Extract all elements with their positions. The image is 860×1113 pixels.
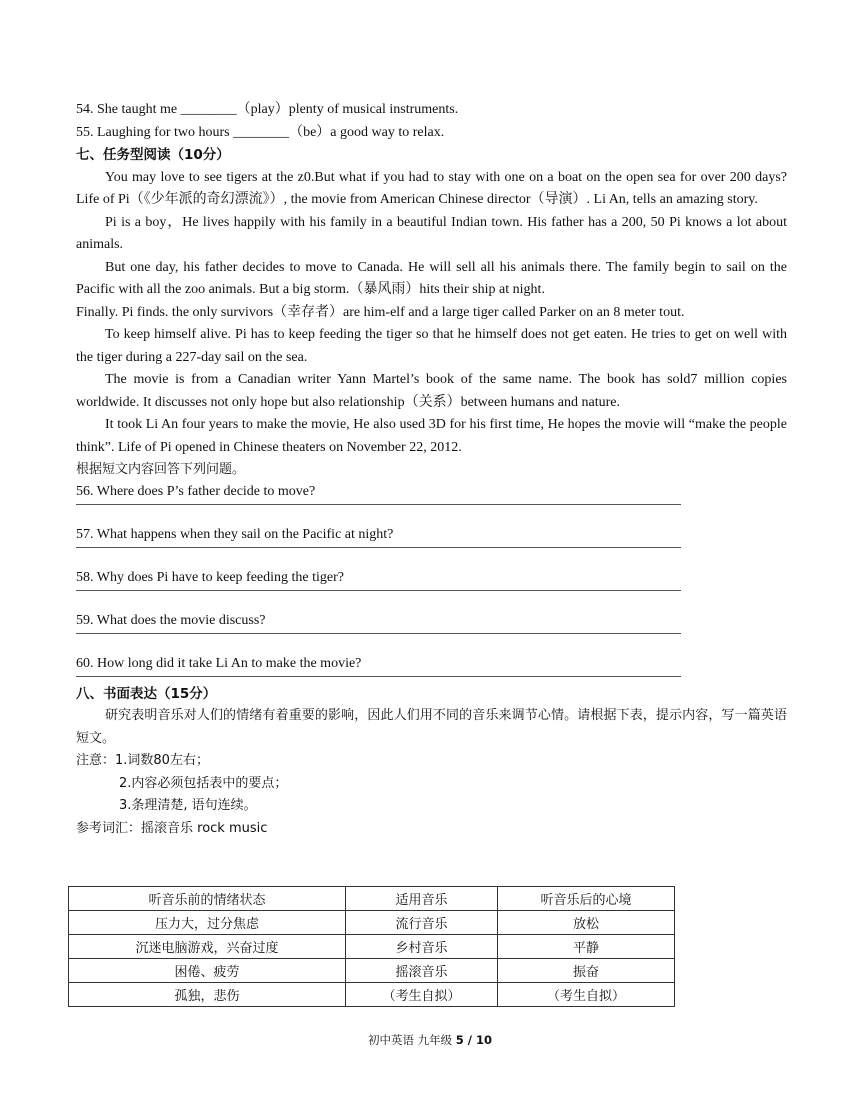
table-cell: 压力大，过分焦虑 [69, 911, 346, 935]
question-59: 59. What does the movie discuss? [76, 612, 266, 628]
table-row [69, 935, 675, 959]
table-row [69, 911, 675, 935]
reading-paragraph-3: But one day, his father decides to move to Canada. He will sell all his animals there. The family begin to sail on the Pacific with all the zoo animals. But a big storm.（暴风雨）hits their ship at night. [76, 259, 787, 297]
question-56: 56. Where does P’s father decide to move? [76, 483, 316, 499]
mood-music-table [68, 886, 675, 1007]
page-footer [0, 1032, 860, 1048]
table-cell: 振奋 [498, 959, 675, 983]
reading-instruction: 根据短文内容回答下列问题。 [76, 462, 246, 477]
writing-note-3: 3.条理清楚, 语句连续。 [119, 798, 257, 813]
answer-questions [76, 482, 787, 677]
table-cell: 放松 [498, 911, 675, 935]
section-7-title: 七、任务型阅读（10分） [76, 147, 230, 163]
writing-note-2: 2.内容必须包括表中的要点； [119, 775, 288, 791]
table-cell: 沉迷电脑游戏，兴奋过度 [69, 935, 346, 959]
answer-line-59[interactable] [76, 633, 681, 634]
table-cell: （考生自拟） [346, 983, 498, 1007]
answer-line-58[interactable] [76, 590, 681, 591]
table-cell: 摇滚音乐 [346, 959, 498, 983]
table-cell: 孤独，悲伤 [69, 983, 346, 1007]
question-58: 58. Why does Pi have to keep feeding the tiger? [76, 569, 344, 585]
answer-line-60[interactable] [76, 676, 681, 677]
section-8-title: 八、书面表达（15分） [76, 685, 217, 702]
table-cell: 困倦、疲劳 [69, 959, 346, 983]
table-cell: 平静 [498, 935, 675, 959]
reading-paragraph-6: The movie is from a Canadian writer Yann Martel’s book of the same name. The book has sold7 million copies worldwide. It discusses not only hope but also relationship（关系）between humans and nature. [76, 372, 787, 410]
table-row [69, 959, 675, 983]
table-header-cell: 听音乐后的心境 [498, 887, 675, 911]
table-row [69, 983, 675, 1007]
question-60: 60. How long did it take Li An to make the movie? [76, 655, 362, 671]
table-cell: 乡村音乐 [346, 935, 498, 959]
table-cell: 流行音乐 [346, 911, 498, 935]
writing-vocab: 参考词汇：摇滚音乐 rock music [76, 820, 268, 836]
reading-paragraph-1: You may love to see tigers at the z0.But what if you had to stay with one on a boat on the open sea for over 200 days? Life of Pi（《少年派的奇幻漂流》）, the movie from American Chinese director（导演）. Li An, tells an amazing story. [76, 169, 787, 207]
table-cell: （考生自拟） [498, 983, 675, 1007]
page-number: 5 / 10 [455, 1033, 493, 1047]
table-header-cell: 适用音乐 [346, 887, 498, 911]
footer-label: 初中英语 九年级 [367, 1033, 456, 1047]
table-header-cell: 听音乐前的情绪状态 [69, 887, 346, 911]
reading-paragraph-7: It took Li An four years to make the movie, He also used 3D for his first time, He hopes the movie will “make the people think”. Life of Pi opened in Chinese theaters on November 22, 2012. [76, 417, 787, 455]
writing-note-1: 注意：1.词数80左右； [76, 753, 209, 768]
answer-line-56[interactable] [76, 504, 681, 505]
writing-prompt: 研究表明音乐对人们的情绪有着重要的影响，因此人们用不同的音乐来调节心情。请根据下表，提示内容，写一篇英语短文。 [76, 708, 787, 746]
question-57: 57. What happens when they sail on the Pacific at night? [76, 526, 394, 542]
reading-paragraph-4: Finally. Pi finds. the only survivors（幸存者）are him-elf and a large tiger called Parker on an 8 meter tout. [76, 304, 685, 320]
table-header-row [69, 887, 675, 911]
answer-line-57[interactable] [76, 547, 681, 548]
question-55: 55. Laughing for two hours ________（be）a good way to relax. [76, 124, 445, 140]
exam-page-content [76, 99, 787, 840]
question-54: 54. She taught me ________（play）plenty of musical instruments. [76, 102, 459, 117]
reading-paragraph-5: To keep himself alive. Pi has to keep feeding the tiger so that he himself does not get eaten. He tries to get on well with the tiger during a 227-day sail on the sea. [76, 327, 787, 365]
reading-paragraph-2: Pi is a boy，He lives happily with his family in a beautiful Indian town. His father has a 200, 50 Pi knows a lot about animals. [76, 214, 787, 252]
